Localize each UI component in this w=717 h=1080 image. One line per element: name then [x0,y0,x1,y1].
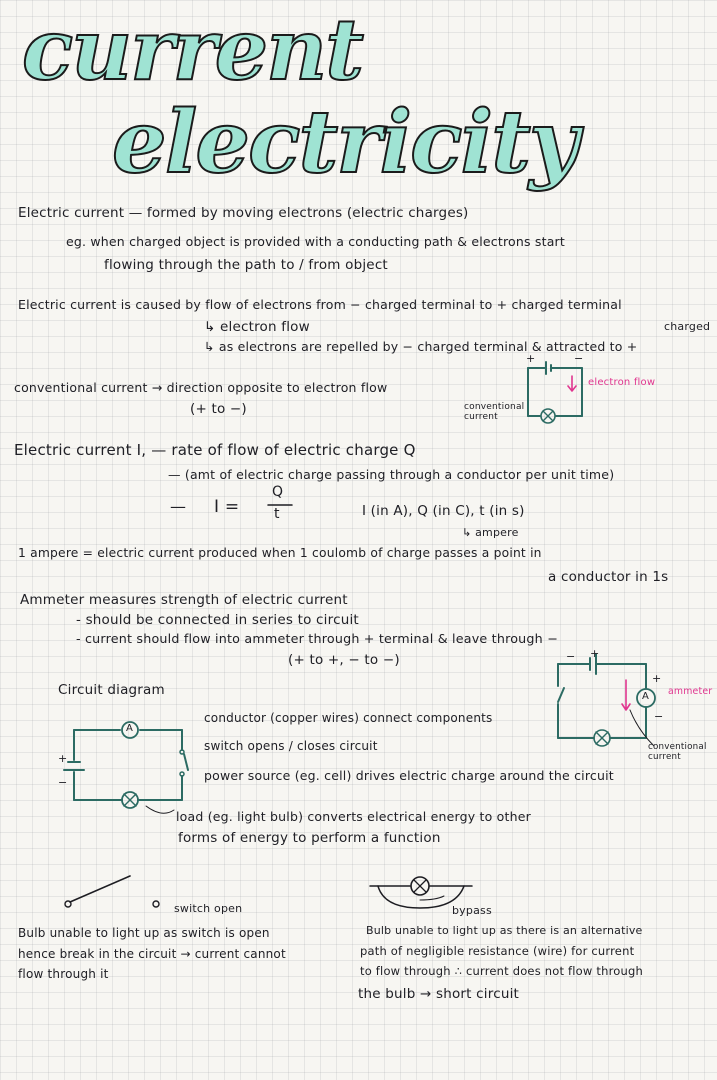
formula-i: I = [214,497,240,517]
ammeter-plus: + [652,672,662,685]
note-line-9: Electric current I, — rate of flow of electric charge Q [14,441,416,459]
note-line-5: ↳ electron flow [204,319,310,335]
title-electricity: electricity [112,92,577,193]
ammeter-letter: A [642,691,650,702]
note-line-21: conductor (copper wires) connect components [204,711,493,725]
note-line-14: 1 ampere = electric current produced when 1 coulomb of charge passes a point in [18,546,542,560]
circuit-plus: + [58,752,68,765]
bypass-diagram [360,866,490,916]
title-current: current [22,0,363,99]
small-minus: − [574,352,584,365]
note-line-33: to flow through ∴ current does not flow through [360,964,643,978]
note-line-18: - current should flow into ammeter through + terminal & leave through − [76,631,558,646]
ammeter-minus: − [654,710,664,723]
electron-flow-label: electron flow [588,377,656,388]
circuit-minus: − [58,776,68,789]
note-line-1: Electric current — formed by moving electrons (electric charges) [18,205,469,221]
formula-dash: — [170,497,187,516]
note-line-28: hence break in the circuit → current cannot [18,947,286,961]
note-line-23: power source (eg. cell) drives electric charge around the circuit [204,768,614,783]
note-line-15: a conductor in 1s [548,569,669,585]
note-line-6-charged: charged [664,320,711,333]
circuit-diagram [50,718,200,818]
fraction-bar [266,502,296,508]
formula-q: Q [272,484,284,500]
note-line-6: ↳ as electrons are repelled by − charged terminal & attracted to + [204,339,638,354]
electron-flow-circuit [520,360,600,430]
note-line-3: flowing through the path to / from object [104,257,388,273]
note-line-12: I (in A), Q (in C), t (in s) [362,503,525,519]
circuit-ammeter-letter: A [126,723,134,734]
note-line-7: conventional current → direction opposite to electron flow [14,380,388,395]
note-line-26: switch open [174,902,243,915]
note-line-19: (+ to +, − to −) [288,652,400,668]
ammeter-label: ammeter [668,686,713,697]
note-line-8: (+ to −) [190,401,247,417]
note-line-30: bypass [452,904,492,917]
note-line-32: path of negligible resistance (wire) for current [360,944,635,958]
ammeter-circuit-plus-top: + [590,647,600,660]
note-line-4: Electric current is caused by flow of electrons from − charged terminal to + charged terminal [18,297,622,312]
note-line-16: Ammeter measures strength of electric current [20,592,348,608]
note-line-13: ↳ ampere [462,526,519,539]
conventional-current-label: conventional current [464,402,525,422]
note-line-27: Bulb unable to light up as switch is open [18,926,270,940]
note-line-34: the bulb → short circuit [358,986,520,1002]
note-line-17: - should be connected in series to circuit [76,612,359,628]
note-line-20: Circuit diagram [58,682,165,698]
switch-open-diagram [60,870,170,910]
note-line-2: eg. when charged object is provided with a conducting path & electrons start [66,234,565,249]
note-line-31: Bulb unable to light up as there is an alternative [366,924,643,937]
formula-t: t [274,506,280,522]
note-line-22: switch opens / closes circuit [204,739,378,753]
note-line-25: forms of energy to perform a function [178,830,441,846]
small-plus: + [526,352,536,365]
conventional-current-label-2: conventional current [648,742,707,762]
note-line-29: flow through it [18,967,109,981]
ammeter-circuit-minus-top: − [566,650,576,663]
note-line-24: load (eg. light bulb) converts electrical energy to other [176,809,531,824]
note-line-10: — (amt of electric charge passing through a conductor per unit time) [168,467,615,482]
